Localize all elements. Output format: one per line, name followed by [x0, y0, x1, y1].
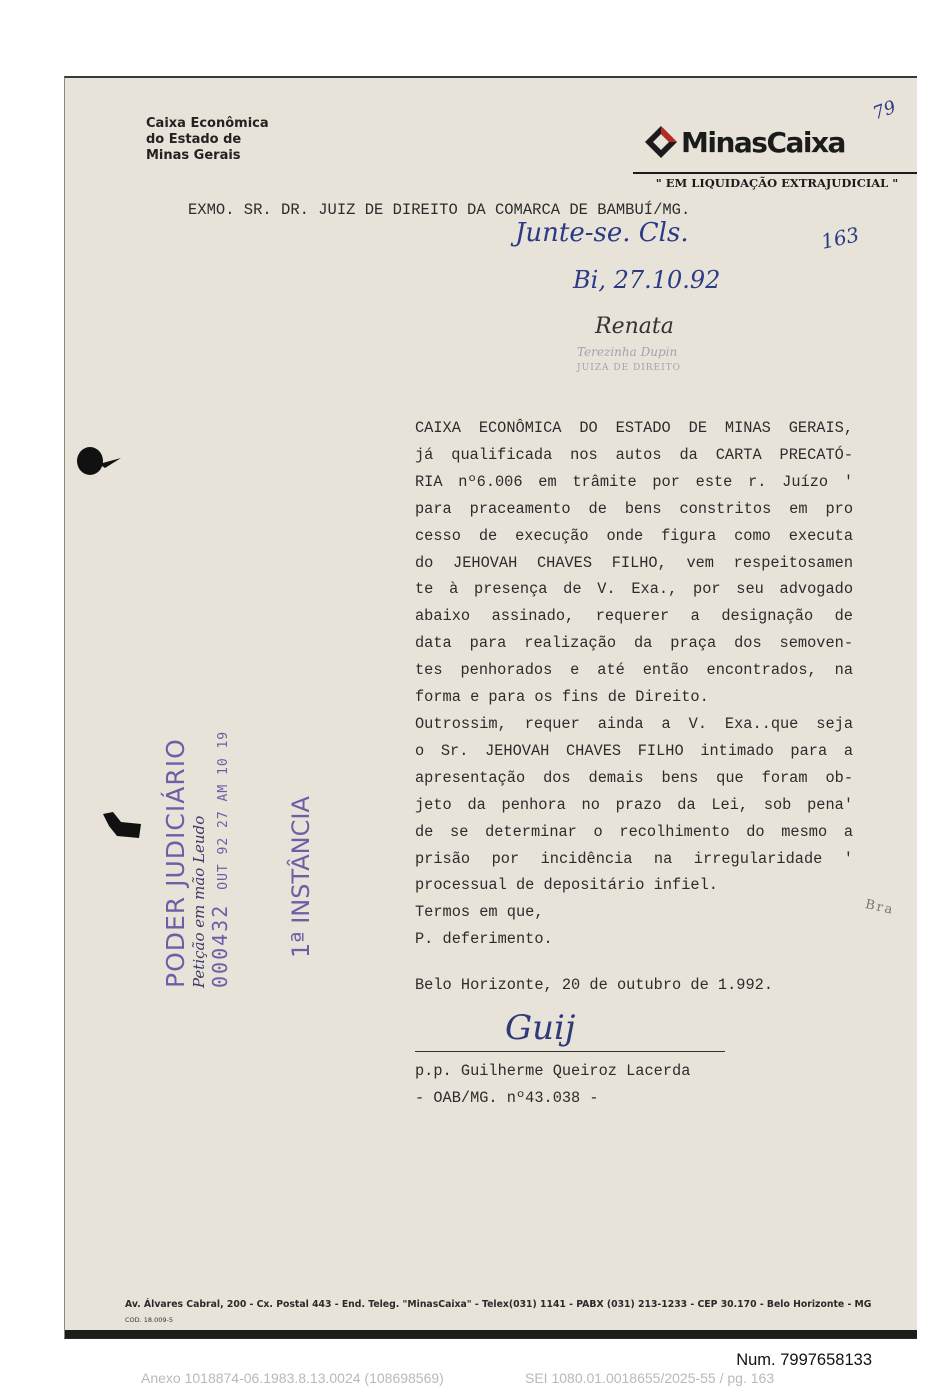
logo-text: MinasCaixa — [681, 125, 845, 159]
body-line: apresentação dos demais bens que foram ob- — [415, 768, 853, 787]
body-line: processual de depositário infiel. — [415, 876, 718, 895]
body-line: P. deferimento. — [415, 930, 553, 949]
lawyer-signature: Guij — [505, 1008, 576, 1048]
signer-oab: - OAB/MG. nº43.038 - — [415, 1089, 599, 1107]
body-line: abaixo assinado, requerer a designação de — [415, 607, 853, 626]
judge-stamp-role: JUIZA DE DIREITO — [577, 363, 682, 373]
court-protocol-stamp — [161, 718, 232, 988]
diamond-logo-icon — [643, 124, 679, 160]
stamp-handwritten-note: Petição em mão Leudo — [190, 815, 208, 988]
body-line: jeto da penhora no prazo da Lei, sob pena' — [415, 795, 853, 814]
bank-name-line-2: do Estado de — [146, 132, 242, 147]
body-line: Termos em que, — [415, 903, 544, 922]
stamp-instance: 1ª INSTÂNCIA — [287, 796, 315, 958]
body-line: do JEHOVAH CHAVES FILHO, vem respeitosamen — [415, 553, 853, 572]
header-rule — [633, 172, 917, 174]
corner-handwritten-mark: 79 — [870, 96, 899, 125]
minascaixa-logo — [643, 124, 845, 160]
body-line: te à presença de V. Exa., por seu advogado — [415, 580, 853, 599]
judge-stamp — [577, 344, 681, 376]
date-line: Belo Horizonte, 20 de outubro de 1.992. — [415, 976, 774, 994]
body-line: RIA nº6.006 em trâmite por este r. Juízo ' — [415, 472, 853, 491]
ink-shape-mark — [99, 808, 145, 840]
body-line: forma e para os fins de Direito. — [415, 688, 709, 707]
judge-signature: Renata — [595, 314, 674, 339]
addressee-line: EXMO. SR. DR. JUIZ DE DIREITO DA COMARCA DE BAMBUÍ/MG. — [188, 201, 691, 219]
body-line: CAIXA ECONÔMICA DO ESTADO DE MINAS GERAIS, — [415, 419, 853, 437]
bank-name — [146, 116, 269, 164]
body-line: data para realização da praça dos semoven- — [415, 634, 853, 653]
footer-form-code: COD. 18.009-5 — [125, 1316, 174, 1324]
signature-line — [415, 1051, 725, 1052]
liquidation-status: " EM LIQUIDAÇÃO EXTRAJUDICIAL " — [655, 176, 899, 190]
body-line: prisão por incidência na irregularidade ' — [415, 849, 853, 868]
body-line: o Sr. JEHOVAH CHAVES FILHO intimado para a — [415, 741, 853, 760]
stamp-title: PODER JUDICIÁRIO — [161, 738, 190, 988]
handwritten-order-line-1: Junte-se. Cls. — [515, 218, 689, 248]
body-line: Outrossim, requer ainda a V. Exa..que seja — [415, 714, 853, 733]
footer-address: Av. Álvares Cabral, 200 - Cx. Postal 443 - End. Teleg. "MinasCaixa" - Telex(031) 1141 - PABX (031) 213-1233 - CEP 30.170 - Belo Horizonte - MG — [125, 1299, 872, 1310]
stamp-protocol-number — [208, 718, 232, 988]
margin-stamp-fragment: Bra — [863, 897, 896, 918]
handwritten-page-number: 163 — [818, 222, 862, 254]
judge-stamp-name: Terezinha Dupin — [577, 345, 678, 359]
document-sheet — [64, 76, 917, 1339]
protocol-number: 000432 — [208, 903, 232, 988]
handwritten-order-date: Bi, 27.10.92 — [573, 266, 721, 294]
petition-body — [415, 415, 853, 953]
bank-name-line-3: Minas Gerais — [146, 148, 241, 163]
bank-name-line-1: Caixa Econômica — [146, 116, 269, 131]
body-line: já qualificada nos autos da CARTA PRECATÓ- — [415, 445, 853, 464]
body-line: de se determinar o recolhimento do mesmo a — [415, 822, 853, 841]
body-line: para praceamento de bens constritos em pro — [415, 499, 853, 518]
ink-blot-mark — [75, 444, 125, 478]
protocol-date: OUT 92 27 AM 10 19 — [216, 730, 231, 890]
document-number: Num. 7997658133 — [736, 1351, 872, 1369]
signer-name: p.p. Guilherme Queiroz Lacerda — [415, 1062, 691, 1080]
body-line: tes penhorados e até então encontrados, na — [415, 661, 853, 680]
signer-block — [415, 1058, 690, 1112]
sei-reference: SEI 1080.01.0018655/2025-55 / pg. 163 — [525, 1370, 775, 1386]
body-line: cesso de execução onde figura como executa — [415, 526, 853, 545]
annex-reference: Anexo 1018874-06.1983.8.13.0024 (108698569) — [141, 1370, 444, 1386]
